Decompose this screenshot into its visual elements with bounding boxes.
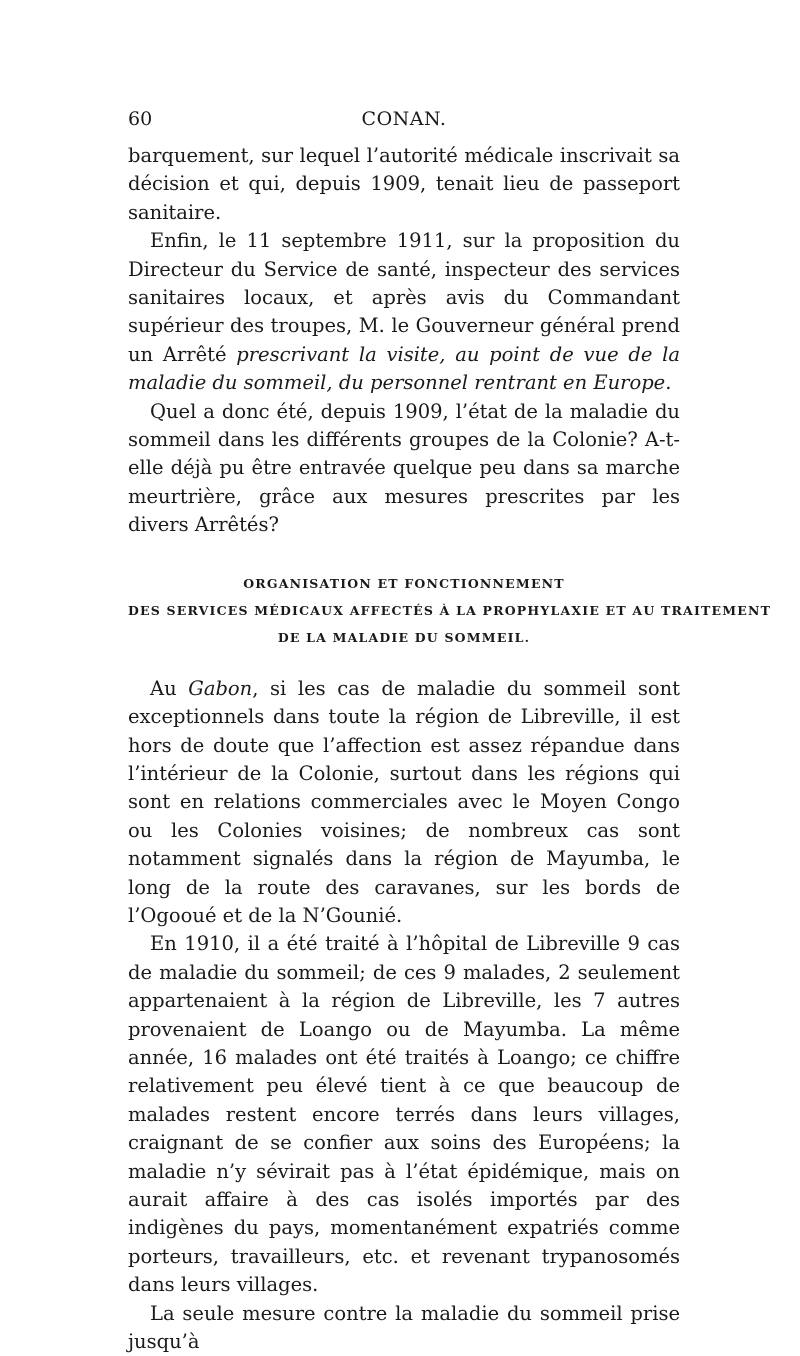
paragraph-question: Quel a donc été, depuis 1909, l’état de la maladie du sommeil dans les différents groupes de la Colonie? A-t-elle déjà pu être entravée quelque peu dans sa marche meurtrière, grâce aux mesures prescrites par les divers Arrêtés? [128,399,680,537]
section-title-line-1: ORGANISATION ET FONCTIONNEMENT [243,575,565,591]
paragraph-1910-statistics: En 1910, il a été traité à l’hôpital de Libreville 9 cas de maladie du sommeil; de ces 9 malades, 2 seulement appartenaient à la région de Libreville, les 7 autres provenaient de Loango ou de Mayumba. La même année, 16 malades ont été traités à Loango; ce chiffre relativement peu élevé tient à ce que beaucoup de malades restent encore terrés dans leurs villages, craignant de se confier aux soins des Européens; la maladie n’y sévirait pas à l’état épidémique, mais on aurait affaire à des cas isolés importés par des indigènes du pays, momentanément expatriés comme porteurs, travailleurs, etc. et revenant trypanosomés dans leurs villages. [128,932,680,1297]
section-title-line-3: DE LA MALADIE DU SOMMEIL. [277,629,531,645]
paragraph-continuation: barquement, sur lequel l’autorité médicale inscrivait sa décision et qui, depuis 1909, tenait lieu de passeport sanitaire. [128,144,680,224]
page-header [128,108,680,142]
section-title [128,570,772,651]
paragraph-arrete-text: Enfin, le 11 septembre 1911, sur la proposition du Directeur du Service de santé, inspecteur des services sanitaires locaux, et après avis du Commandant supérieur des troupes, M. le Gouverneur général prend un Arrêté [128,229,680,366]
paragraph-final-line: La seule mesure contre la maladie du sommeil prise jusqu’à [128,1301,680,1354]
paragraph-gabon-text: , si les cas de maladie du sommeil sont exceptionnels dans toute la région de Libreville, il est hors de doute que l’affection est assez répandue dans l’intérieur de la Colonie, surtout dans les régions qui sont en relations commerciales avec le Moyen Congo ou les Colonies voisines; de nombreux cas sont notamment signalés dans la région de Mayumba, le long de la route des caravanes, sur les bords de l’Ogooué et de la N’Gounié. [128,676,680,927]
book-page [128,108,772,1356]
paragraph-gabon [128,675,680,931]
section-title-line-2: DES SERVICES MÉDICAUX AFFECTÉS À LA PROPHYLAXIE ET AU TRAITEMENT [128,602,772,618]
paragraph-arrete-italic: prescrivant la visite, au point de vue de la maladie du sommeil, du personnel rentrant en Europe. [128,342,680,395]
running-head: CONAN. [361,108,447,130]
paragraph-gabon-prefix: Au [150,676,189,700]
page-number: 60 [128,108,153,130]
place-gabon: Gabon [188,676,253,700]
paragraph-arrete-1911 [128,227,680,397]
